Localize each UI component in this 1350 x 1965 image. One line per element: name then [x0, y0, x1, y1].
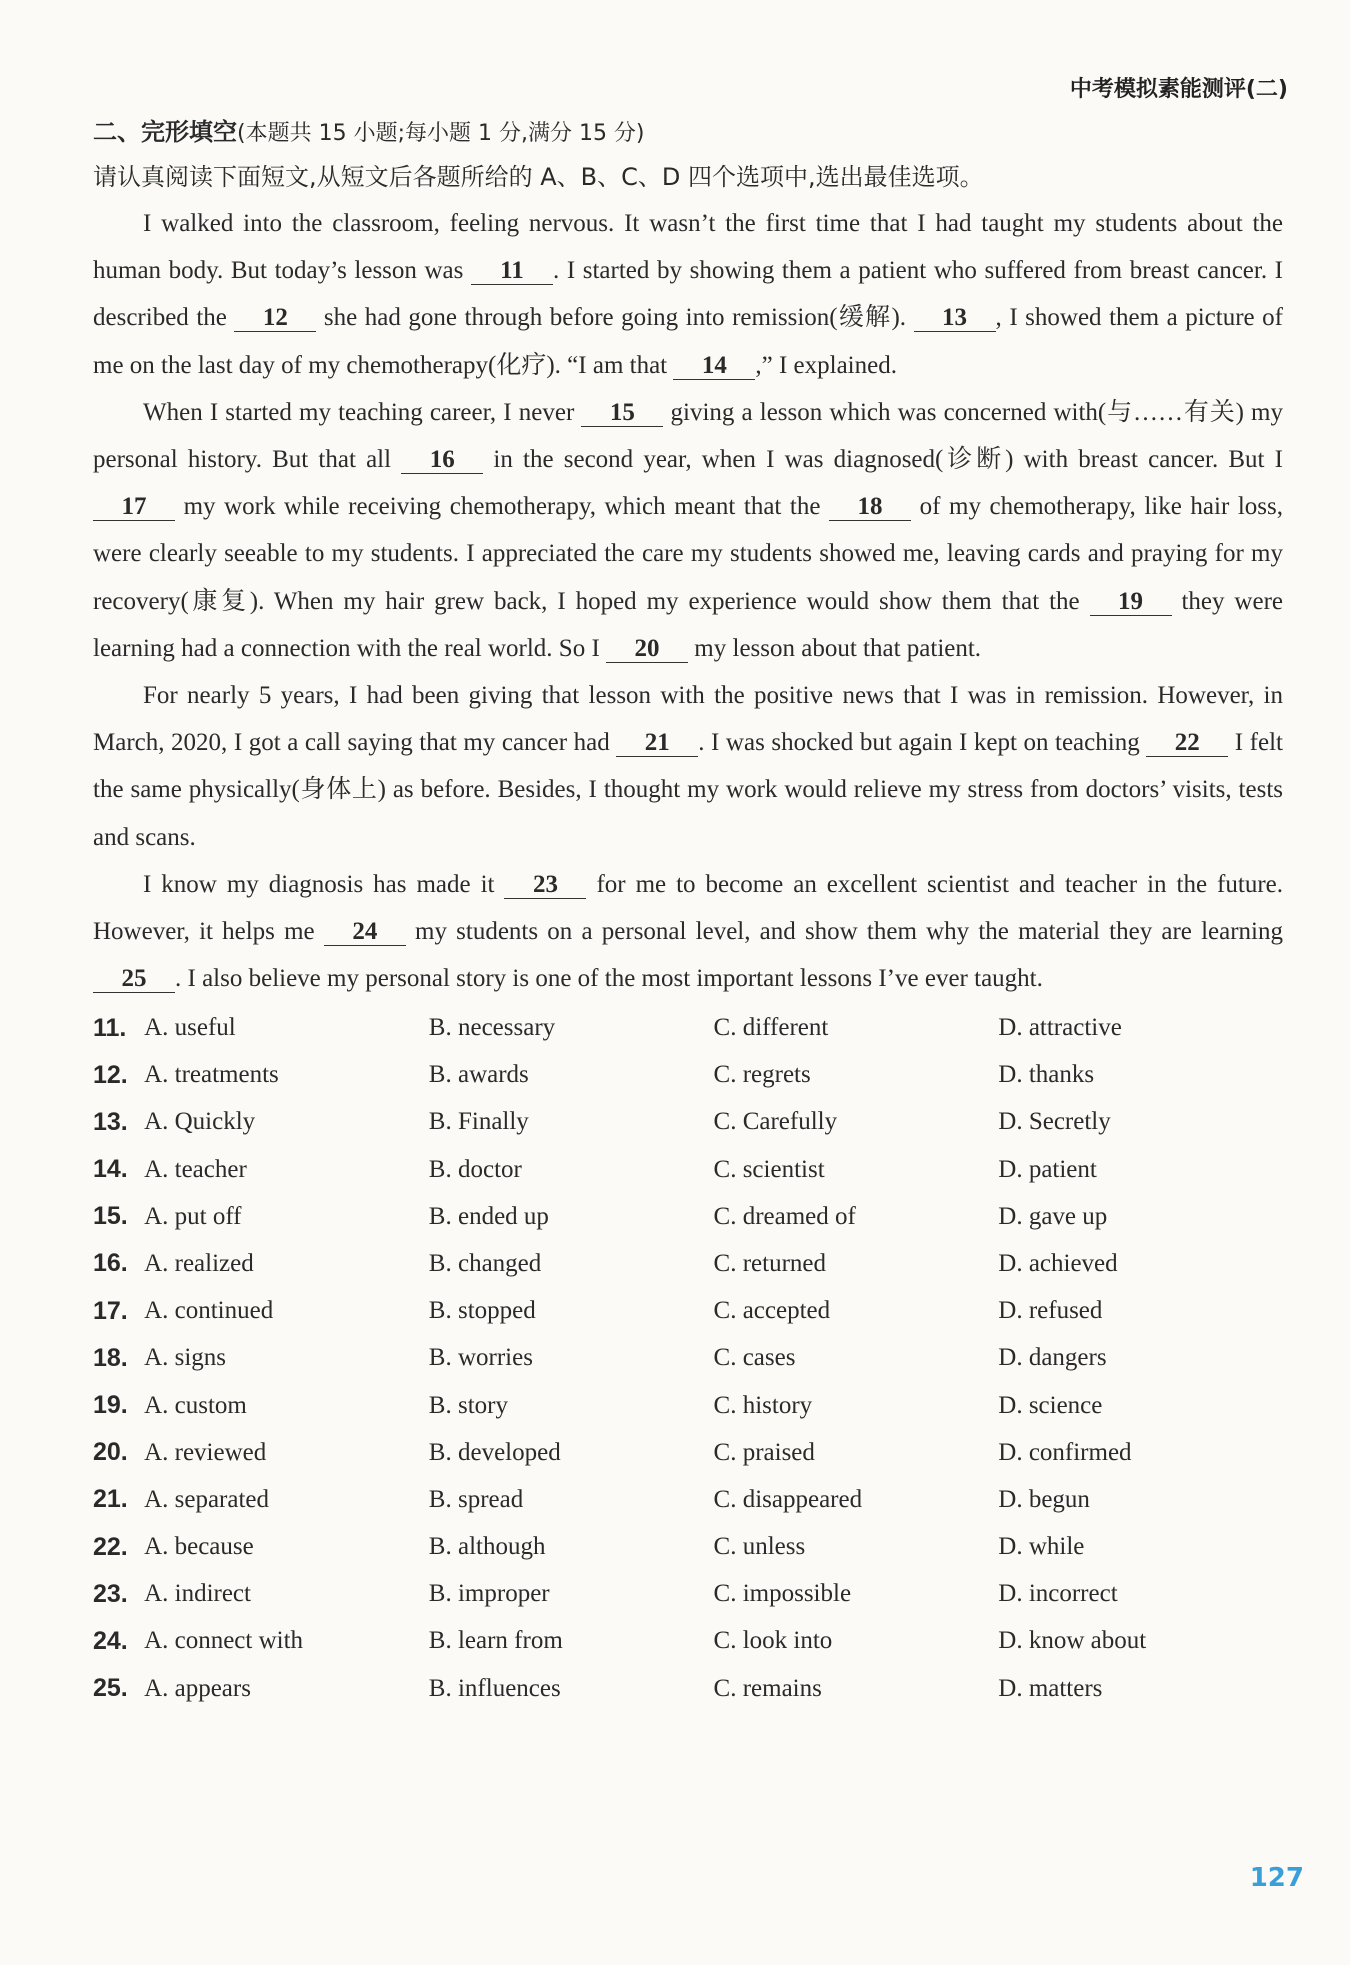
option-a: A. custom [144, 1391, 247, 1419]
option-d: D. incorrect [998, 1580, 1118, 1608]
passage-text: When I started my teaching career, I never [143, 398, 582, 426]
option-a: A. separated [144, 1485, 270, 1513]
option-d: D. confirmed [998, 1438, 1132, 1466]
answer-blank: 15 [581, 400, 663, 427]
question-row [93, 1193, 1283, 1240]
option-c: C. returned [713, 1249, 826, 1277]
option-c: C. Carefully [713, 1108, 838, 1136]
question-row [93, 1052, 1283, 1099]
question-number: 16. [93, 1249, 128, 1278]
option-d: D. know about [998, 1627, 1147, 1655]
answer-blank: 20 [606, 636, 688, 663]
option-d: D. patient [998, 1155, 1097, 1183]
option-a: A. indirect [144, 1580, 251, 1608]
answer-blank: 16 [401, 447, 483, 474]
question-number: 17. [93, 1296, 128, 1325]
question-number: 12. [93, 1060, 128, 1089]
passage-text: my work while receiving chemotherapy, which meant that the [175, 493, 830, 521]
question-options [93, 1004, 1283, 1712]
answer-blank: 18 [829, 494, 911, 521]
answer-blank: 21 [616, 730, 698, 757]
option-c: C. regrets [713, 1061, 811, 1089]
question-row [93, 1524, 1283, 1571]
option-a: A. useful [144, 1014, 236, 1042]
option-d: D. gave up [998, 1202, 1108, 1230]
option-c: C. look into [713, 1627, 833, 1655]
option-b: B. worries [428, 1344, 533, 1372]
answer-blank: 11 [471, 258, 553, 285]
passage-text: , I showed them a picture of me on the last day of my chemotherapy(化疗). “I am that [93, 304, 1283, 379]
option-b: B. improper [428, 1580, 550, 1608]
cloze-passage [93, 200, 1283, 1002]
option-a: A. Quickly [144, 1108, 256, 1136]
option-d: D. science [998, 1391, 1103, 1419]
option-c: C. remains [713, 1674, 822, 1702]
section-note: (本题共 15 小题;每小题 1 分,满分 15 分) [237, 121, 645, 146]
question-number: 22. [93, 1532, 128, 1561]
option-c: C. praised [713, 1438, 815, 1466]
option-b: B. stopped [428, 1297, 536, 1325]
option-a: A. treatments [144, 1061, 279, 1089]
question-row [93, 1240, 1283, 1287]
question-number: 11. [93, 1013, 127, 1042]
question-row [93, 1335, 1283, 1382]
option-a: A. appears [144, 1674, 251, 1702]
option-c: C. scientist [713, 1155, 825, 1183]
option-d: D. refused [998, 1297, 1103, 1325]
question-row [93, 1382, 1283, 1429]
question-number: 18. [93, 1343, 128, 1372]
passage-paragraph [93, 861, 1283, 1003]
instruction-text: 请认真阅读下面短文,从短文后各题所给的 A、B、C、D 四个选项中,选出最佳选项。 [93, 163, 984, 191]
question-number: 15. [93, 1202, 128, 1231]
passage-text: for me to become an excellent scientist and teacher in the future. However, it helps me [93, 870, 1283, 946]
option-b: B. awards [428, 1061, 529, 1089]
option-a: A. connect with [144, 1627, 304, 1655]
option-c: C. impossible [713, 1580, 852, 1608]
option-a: A. reviewed [144, 1438, 267, 1466]
answer-blank: 14 [673, 353, 755, 380]
answer-blank: 25 [93, 966, 175, 993]
option-c: C. disappeared [713, 1485, 863, 1513]
passage-text: I walked into the classroom, feeling nervous. It wasn’t the first time that I had taught my students about the human body. But today’s lesson was [93, 210, 1283, 285]
answer-blank: 22 [1146, 730, 1228, 757]
option-b: B. story [428, 1391, 508, 1419]
section-title [93, 114, 1283, 152]
question-number: 25. [93, 1674, 128, 1703]
question-row [93, 1429, 1283, 1476]
answer-blank: 24 [324, 919, 406, 946]
option-b: B. learn from [428, 1627, 563, 1655]
passage-text: giving a lesson which was concerned with(与……有关) my personal history. But that all [93, 398, 1283, 474]
passage-text: my students on a personal level, and show them why the material they are learning [405, 918, 1283, 946]
question-number: 19. [93, 1391, 128, 1420]
passage-text: I felt the same physically(身体上) as before. Besides, I thought my work would relieve my stress from doctors’ visits, tests and scans. [93, 729, 1283, 851]
passage-text: she had gone through before going into remission(缓解). [316, 304, 914, 332]
answer-blank: 17 [93, 494, 175, 521]
option-b: B. influences [428, 1674, 561, 1702]
option-b: B. Finally [428, 1108, 529, 1136]
question-number: 13. [93, 1107, 128, 1136]
option-d: D. dangers [998, 1344, 1107, 1372]
question-row [93, 1571, 1283, 1618]
option-d: D. matters [998, 1674, 1103, 1702]
question-number: 14. [93, 1155, 128, 1184]
answer-blank: 19 [1090, 589, 1172, 616]
passage-text: they were learning had a connection with the real world. So I [93, 587, 1283, 662]
option-d: D. achieved [998, 1249, 1118, 1277]
option-d: D. Secretly [998, 1108, 1111, 1136]
question-number: 20. [93, 1438, 128, 1467]
option-b: B. although [428, 1533, 546, 1561]
answer-blank: 13 [914, 305, 996, 332]
question-row [93, 1618, 1283, 1665]
option-d: D. begun [998, 1485, 1090, 1513]
option-a: A. put off [144, 1202, 242, 1230]
option-c: C. different [713, 1014, 829, 1042]
question-row [93, 1288, 1283, 1335]
passage-paragraph [93, 200, 1283, 389]
option-c: C. unless [713, 1533, 806, 1561]
passage-text: ,” I explained. [755, 351, 897, 379]
option-a: A. teacher [144, 1155, 247, 1183]
section-heading: 二、完形填空 [93, 118, 237, 146]
option-a: A. because [144, 1533, 254, 1561]
question-number: 24. [93, 1626, 128, 1655]
option-c: C. history [713, 1391, 813, 1419]
page-number: 127 [1249, 1863, 1304, 1893]
option-b: B. changed [428, 1249, 542, 1277]
option-b: B. ended up [428, 1202, 549, 1230]
question-row [93, 1146, 1283, 1193]
passage-text: I know my diagnosis has made it [143, 870, 505, 898]
option-d: D. while [998, 1533, 1085, 1561]
passage-text: . I also believe my personal story is one of the most important lessons I’ve ever taught. [175, 965, 1043, 993]
option-c: C. cases [713, 1344, 796, 1372]
option-b: B. necessary [428, 1014, 556, 1042]
passage-text: of my chemotherapy, like hair loss, were clearly seeable to my students. I appreciated the care my students showed me, leaving cards and praying for my recovery(康复). When my hair grew back, I hoped my experience would show them that the [93, 493, 1283, 615]
running-header: 中考模拟素能测评(二) [1069, 77, 1288, 102]
passage-paragraph [93, 389, 1283, 672]
option-c: C. accepted [713, 1297, 831, 1325]
passage-text: . I started by showing them a patient who suffered from breast cancer. I described the [93, 257, 1284, 332]
passage-paragraph [93, 672, 1283, 861]
question-row [93, 1004, 1283, 1051]
answer-blank: 23 [504, 872, 586, 899]
content-area [93, 114, 1283, 1712]
passage-text: . I was shocked but again I kept on teaching [698, 729, 1147, 757]
option-b: B. developed [428, 1438, 561, 1466]
option-b: B. spread [428, 1485, 524, 1513]
question-row [93, 1665, 1283, 1712]
option-d: D. thanks [998, 1061, 1095, 1089]
question-row [93, 1476, 1283, 1523]
answer-blank: 12 [234, 305, 316, 332]
question-row [93, 1099, 1283, 1146]
passage-text: my lesson about that patient. [688, 634, 982, 662]
passage-text: in the second year, when I was diagnosed(诊断) with breast cancer. But I [483, 446, 1283, 474]
option-d: D. attractive [998, 1014, 1122, 1042]
option-a: A. continued [144, 1297, 274, 1325]
passage-text: For nearly 5 years, I had been giving that lesson with the positive news that I was in remission. However, in March, 2020, I got a call saying that my cancer had [93, 682, 1283, 757]
question-number: 23. [93, 1579, 128, 1608]
option-a: A. realized [144, 1249, 254, 1277]
question-number: 21. [93, 1485, 128, 1514]
option-a: A. signs [144, 1344, 227, 1372]
option-c: C. dreamed of [713, 1202, 856, 1230]
option-b: B. doctor [428, 1155, 522, 1183]
